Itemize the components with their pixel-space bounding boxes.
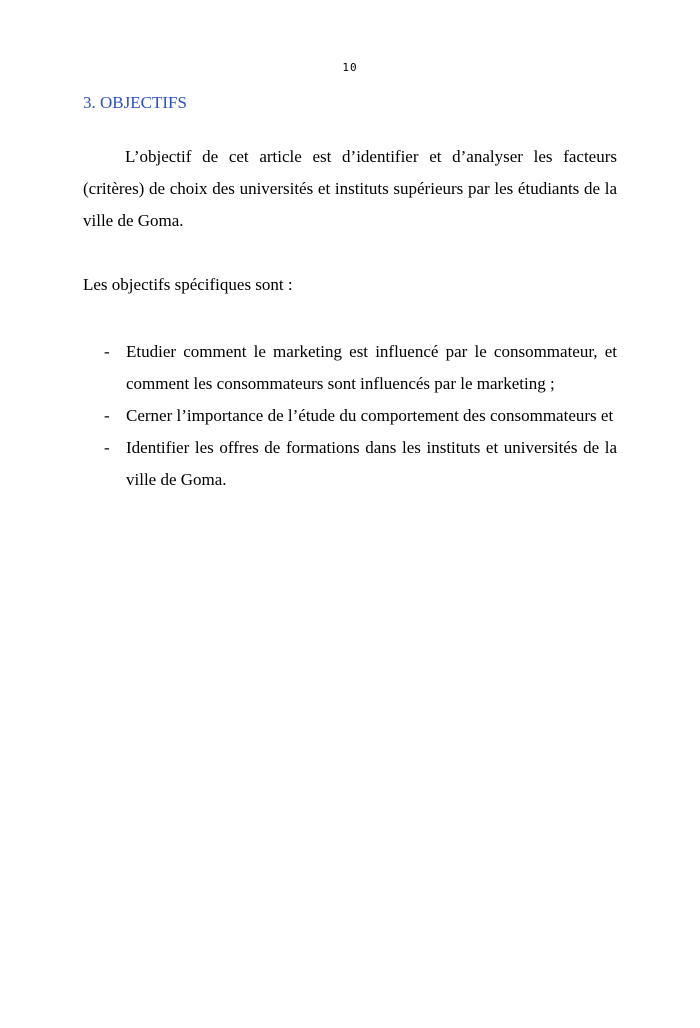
objective-text: Cerner l’importance de l’étude du comportement des consommateurs et [126,406,614,425]
page-number: 10 [342,61,358,74]
objective-text: Identifier les offres de formations dans les instituts et universités de la ville de Goma. [126,438,617,489]
section-heading: 3. OBJECTIFS [83,93,187,112]
list-dash: - [104,406,110,425]
list-item [83,400,617,432]
specific-objectives-label: Les objectifs spécifiques sont : [83,275,293,294]
list-item [83,336,617,400]
list-dash: - [104,438,110,457]
list-dash: - [104,342,110,361]
list-item [83,432,617,496]
objectives-list [83,336,617,496]
intro-paragraph: L’objectif de cet article est d’identifier et d’analyser les facteurs (critères) de choix des universités et instituts supérieurs par les étudiants de la ville de Goma. [83,147,617,230]
objective-text: Etudier comment le marketing est influencé par le consommateur, et comment les consommateurs sont influencés par le marketing ; [126,342,617,393]
